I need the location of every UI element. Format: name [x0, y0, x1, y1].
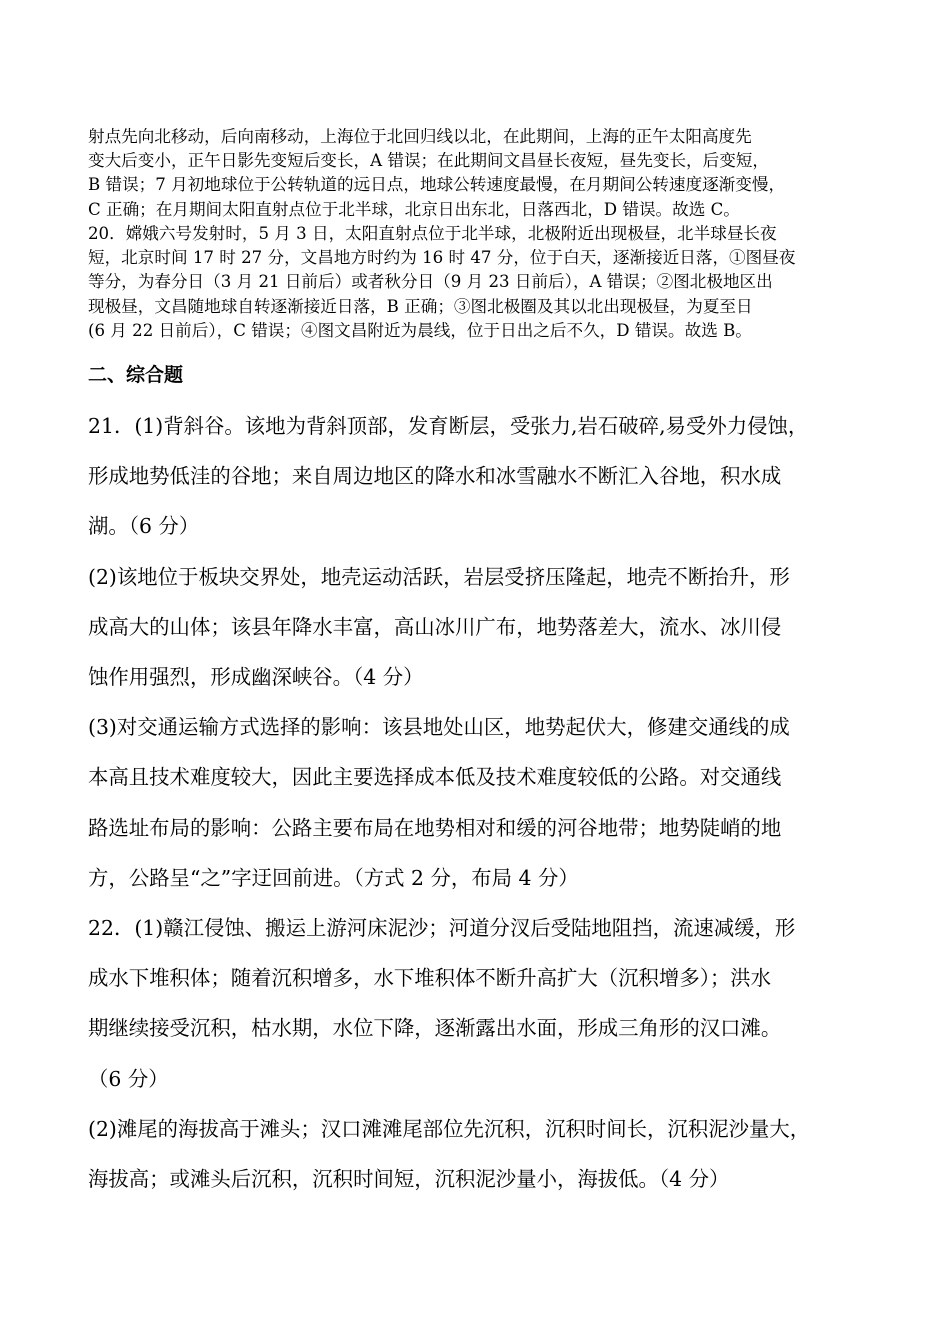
text-line: B 错误；7 月初地球位于公转轨道的远日点，地球公转速度最慢，在月期间公转速度逐渐变慢，: [88, 175, 786, 195]
text-line: 现极昼，文昌随地球自转逐渐接近日落，B 正确；③图北极圈及其以北出现极昼，为夏至日: [88, 296, 753, 316]
answer-19-continuation: [88, 125, 878, 222]
text-line: (3)对交通运输方式选择的影响：该县地处山区，地势起伏大，修建交通线的成: [88, 715, 790, 740]
text-line: C 正确；在月期间太阳直射点位于北半球，北京日出东北，日落西北，D 错误。故选 C。: [88, 199, 740, 219]
text-line: 成高大的山体；该县年降水丰富，高山冰川广布，地势落差大，流水、冰川侵: [88, 614, 782, 639]
text-line: （6 分）: [88, 1066, 169, 1091]
answer-21: [88, 401, 878, 903]
text-line: 海拔高；或滩头后沉积，沉积时间短，沉积泥沙量小，海拔低。（4 分）: [88, 1167, 730, 1192]
answer-20: [88, 222, 878, 343]
text-line: 短，北京时间 17 时 27 分，文昌地方时约为 16 时 47 分，位于白天，逐渐接近日落，①图昼夜: [88, 248, 796, 268]
text-line: (2)该地位于板块交界处，地壳运动活跃，岩层受挤压隆起，地壳不断抬升，形: [88, 564, 790, 589]
text-line: 变大后变小，正午日影先变短后变长，A 错误；在此期间文昌昼长夜短，昼先变长，后变短，: [88, 151, 770, 171]
text-line: 蚀作用强烈，形成幽深峡谷。（4 分）: [88, 665, 424, 690]
text-line: (6 月 22 日前后），C 错误；④图文昌附近为晨线，位于日出之后不久，D 错误。故选 B。: [88, 320, 752, 340]
text-line: 本高且技术难度较大，因此主要选择成本低及技术难度较低的公路。对交通线: [88, 765, 782, 790]
text-line: 期继续接受沉积，枯水期，水位下降，逐渐露出水面，形成三角形的汉口滩。: [88, 1016, 782, 1041]
answer-22: [88, 903, 878, 1204]
text-line: (2)滩尾的海拔高于滩头；汉口滩滩尾部位先沉积，沉积时间长，沉积泥沙量大，: [88, 1116, 811, 1141]
text-line: 方，公路呈“之”字迂回前进。（方式 2 分，布局 4 分）: [88, 865, 579, 890]
text-line: 20．嫦娥六号发射时，5 月 3 日，太阳直射点位于北半球，北极附近出现极昼，北半球昼长夜: [88, 224, 777, 243]
text-line: 22．(1)赣江侵蚀、搬运上游河床泥沙；河道分汊后受陆地阻挡，流速减缓，形: [88, 916, 796, 940]
section-heading: 二、综合题: [88, 364, 184, 386]
text-line: 湖。（6 分）: [88, 514, 200, 539]
text-line: 形成地势低洼的谷地；来自周边地区的降水和冰雪融水不断汇入谷地，积水成: [88, 464, 782, 489]
text-line: 路选址布局的影响：公路主要布局在地势相对和缓的河谷地带；地势陡峭的地: [88, 815, 782, 840]
text-line: 21．(1)背斜谷。该地为背斜顶部，发育断层，受张力,岩石破碎,易受外力侵蚀，: [88, 414, 809, 438]
text-line: 射点先向北移动，后向南移动，上海位于北回归线以北，在此期间，上海的正午太阳高度先: [88, 127, 752, 146]
text-line: 等分，为春分日（3 月 21 日前后）或者秋分日（9 月 23 日前后），A 错误；②图北极地区出: [88, 272, 773, 292]
text-line: 成水下堆积体；随着沉积增多，水下堆积体不断升高扩大（沉积增多）；洪水: [88, 966, 772, 991]
